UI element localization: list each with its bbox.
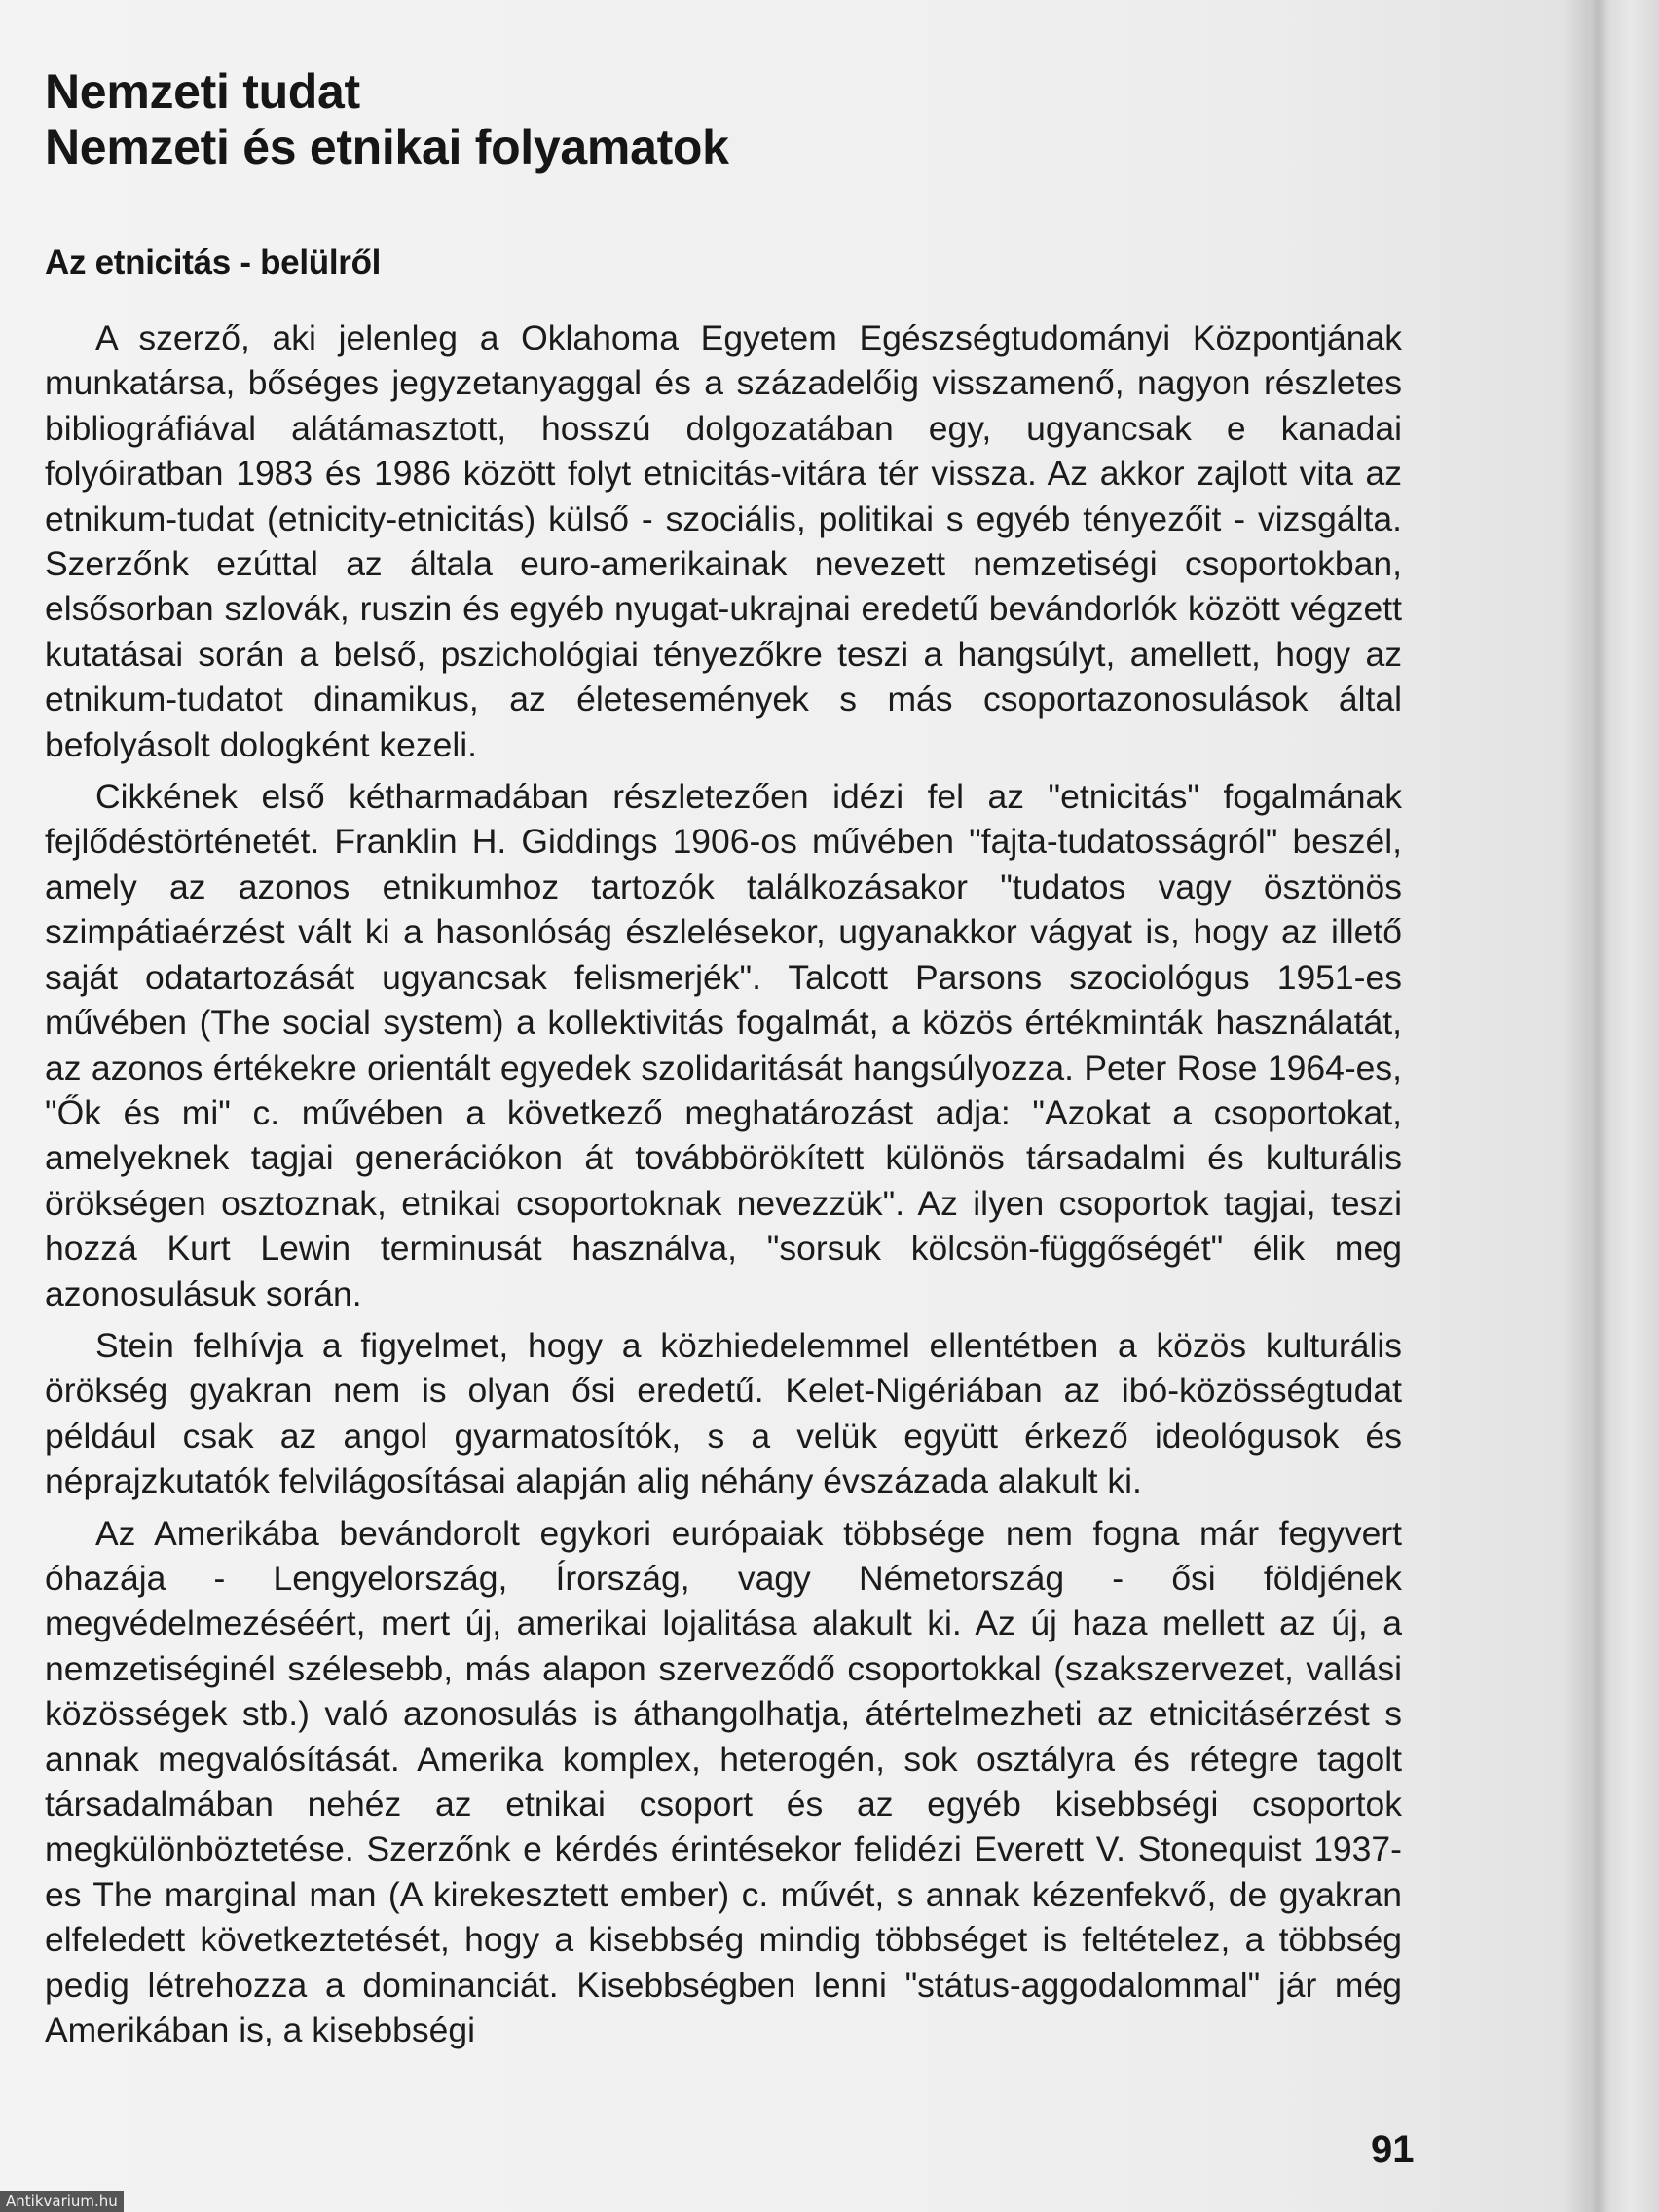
page-stack-edge [1589, 0, 1659, 2212]
section-subtitle: Az etnicitás - belülről [45, 243, 382, 281]
paragraph-2: Cikkének első kétharmadában részletezően idézi fel az "etnicitás" fogalmának fejlődéstörténetét. Franklin H. Giddings 1906-os művében "fajta-tudatosságról" beszél, amely az azonos etnikumhoz tartozók találkozásakor "tudatos vagy ösztönös szimpátiaérzést vált ki a hasonlóság észlelésekor, ugyanakkor vágyat is, hogy az illető saját odatartozását ugyancsak felismerjék". Talcott Parsons szociológus 1951-es művében (The social system) a kollektivitás fogalmát, a közös értékminták használatát, az azonos értékekre orientált egyedek szolidaritását hangsúlyozza. Peter Rose 1964-es, "Ők és mi" c. művében a következő meghatározást adja: "Azokat a csoportokat, amelyeknek tagjai generációkon át továbbörökített különös társadalmi és kulturális örökségen osztoznak, etnikai csoportoknak nevezzük". Az ilyen csoportok tagjai, teszi hozzá Kurt Lewin terminusát használva, "sorsuk kölcsön-függőségét" élik meg azonosulásuk során. [45, 777, 1402, 1313]
article-title [45, 64, 1402, 175]
article-title-line-1: Nemzeti tudat [45, 64, 360, 119]
article-title-line-2: Nemzeti és etnikai folyamatok [45, 120, 729, 174]
article-body [45, 315, 1402, 2052]
watermark: Antikvarium.hu [0, 2191, 124, 2212]
page-content [45, 64, 1402, 2052]
page-gutter-shadow [1562, 0, 1589, 2212]
paragraph-3: Stein felhívja a figyelmet, hogy a közhiedelemmel ellentétben a közös kulturális örökség gyakran nem is olyan ősi eredetű. Kelet-Nigériában az ibó-közösségtudat például csak az angol gyarmatosítók, s a velük együtt érkező ideológusok és néprajzkutatók felvilágosításai alapján alig néhány évszázada alakult ki. [45, 1325, 1402, 1501]
page-number: 91 [1371, 2128, 1415, 2171]
paragraph-1: A szerző, aki jelenleg a Oklahoma Egyetem Egészségtudományi Központjának munkatársa, bőséges jegyzetanyaggal és a századelőig visszamenő, nagyon részletes bibliográfiával alátámasztott, hosszú dolgozatában egy, ugyancsak e kanadai folyóiratban 1983 és 1986 között folyt etnicitás-vitára tér vissza. Az akkor zajlott vita az etnikum-tudat (etnicity-etnicitás) külső - szociális, politikai s egyéb tényezőit - vizsgálta. Szerzőnk ezúttal az általa euro-amerikainak nevezett nemzetiségi csoportokban, elsősorban szlovák, ruszin és egyéb nyugat-ukrajnai eredetű bevándorlók között végzett kutatásai során a belső, pszichológiai tényezőkre teszi a hangsúlyt, amellett, hogy az etnikum-tudatot dinamikus, az életesemények s más csoportazonosulások által befolyásolt dologként kezeli. [45, 318, 1402, 764]
paragraph-4: Az Amerikába bevándorolt egykori európaiak többsége nem fogna már fegyvert óhazája - Lengyelország, Írország, vagy Németország - ősi földjének megvédelmezéséért, mert új, amerikai lojalitása alakult ki. Az új haza mellett az új, a nemzetiséginél szélesebb, más alapon szerveződő csoportokkal (szakszervezet, vallási közösségek stb.) való azonosulás is áthangolhatja, átértelmezheti az etnicitásérzést s annak megvalósítását. Amerika komplex, heterogén, sok osztályra és rétegre tagolt társadalmában nehéz az etnikai csoport és az egyéb kisebbségi csoportok megkülönböztetése. Szerzőnk e kérdés érintésekor felidézi Everett V. Stonequist 1937-es The marginal man (A kirekesztett ember) c. művét, s annak kézenfekvő, de gyakran elfeledett következtetését, hogy a kisebbség mindig többséget is feltételez, a többség pedig létrehozza a dominanciát. Kisebbségben lenni "státus-aggodalommal" jár még Amerikában is, a kisebbségi [45, 1513, 1402, 2050]
